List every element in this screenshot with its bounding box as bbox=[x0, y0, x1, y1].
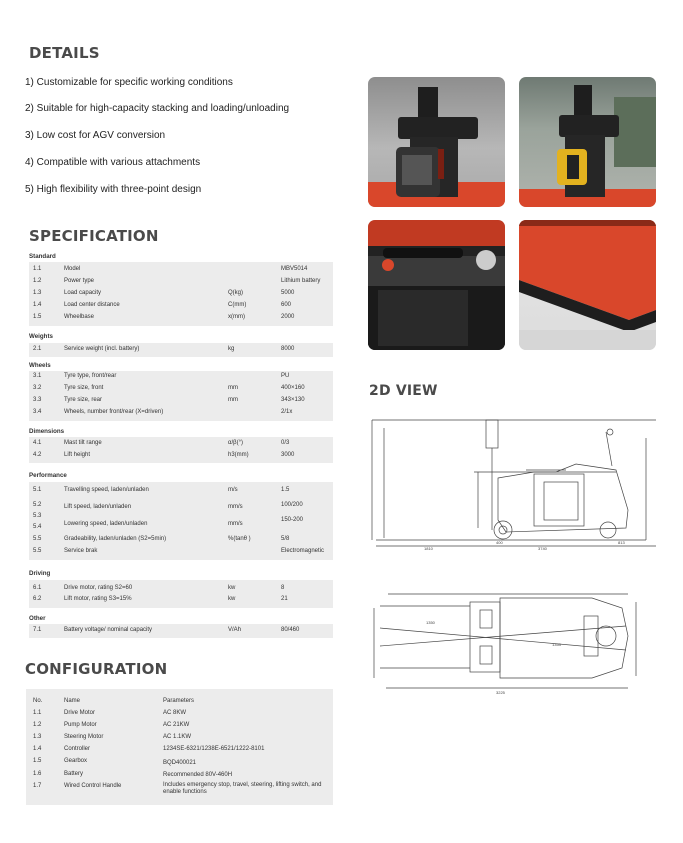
table-row: 4.2 Lift height h3(mm) 3000 bbox=[33, 452, 295, 458]
table-row: 7.1 Battery voltage/ nominal capacity V/Ah 80/460 bbox=[33, 627, 300, 633]
product-photo-chassis bbox=[519, 220, 656, 350]
spec-group-label: Dimensions bbox=[29, 428, 65, 435]
svg-text:3740: 3740 bbox=[538, 546, 547, 551]
table-row: 4.1 Mast tilt range α/β(°) 0/3 bbox=[33, 440, 290, 446]
table-row: 1.2 Power type Lithium battery bbox=[33, 278, 321, 284]
detail-item: 4) Compatible with various attachments bbox=[25, 157, 201, 168]
detail-item: 2) Suitable for high-capacity stacking and loading/unloading bbox=[25, 103, 290, 114]
product-photo-handle bbox=[519, 77, 656, 207]
detail-item: 3) Low cost for AGV conversion bbox=[25, 130, 166, 141]
side-view-drawing bbox=[366, 410, 666, 558]
spec-group-performance bbox=[29, 482, 333, 560]
specification-title: SPECIFICATION bbox=[29, 227, 159, 245]
svg-text:1350: 1350 bbox=[426, 620, 435, 625]
spec-group-label: Performance bbox=[29, 472, 67, 479]
table-row: 3.4 Wheels, number front/rear (X=driven) 2/1x bbox=[33, 409, 293, 415]
top-view-drawing bbox=[366, 588, 666, 700]
table-row: 5.2 Lift speed, laden/unladen mm/s 100/200 bbox=[33, 502, 303, 510]
table-row: 3.3 Tyre size, rear mm 343×130 bbox=[33, 397, 305, 403]
spec-group-label: Wheels bbox=[29, 362, 51, 369]
detail-item: 1) Customizable for specific working conditions bbox=[25, 77, 233, 88]
table-row: 5.3 bbox=[33, 513, 42, 519]
table-row: 5.5 Gradeability, laden/unladen (S2=5min) %(tanθ ) 5/8 bbox=[33, 536, 290, 542]
product-photo-control-panel bbox=[368, 77, 505, 207]
table-row: 6.2 Lift motor, rating S3=15% kw 21 bbox=[33, 596, 288, 602]
spec-group-driving bbox=[29, 580, 333, 608]
table-row: 5.1 Travelling speed, laden/unladen m/s 1.5 bbox=[33, 487, 290, 493]
spec-group-dimensions bbox=[29, 437, 333, 463]
spec-group-label: Other bbox=[29, 615, 46, 622]
spec-group-other bbox=[29, 624, 333, 638]
table-row: 1.4 Load center distance C(mm) 600 bbox=[33, 302, 292, 308]
spec-group-label: Standard bbox=[29, 253, 56, 260]
table-row: 6.1 Drive motor, rating S2=60 kw 8 bbox=[33, 585, 285, 591]
spec-group-label: Weights bbox=[29, 333, 53, 340]
svg-text:813: 813 bbox=[618, 540, 625, 545]
svg-text:1810: 1810 bbox=[424, 546, 433, 551]
table-row: 3.1 Tyre type, front/rear PU bbox=[33, 373, 290, 379]
table-row: 5.4 Lowering speed, laden/unladen mm/s 150-200 bbox=[33, 517, 304, 530]
table-row: 2.1 Service weight (incl. battery) kg 8000 bbox=[33, 346, 295, 352]
table-row: 1.5 Wheelbase x(mm) 2000 bbox=[33, 314, 295, 320]
details-title: DETAILS bbox=[29, 44, 100, 62]
svg-text:3225: 3225 bbox=[496, 690, 505, 695]
svg-text:1353: 1353 bbox=[552, 642, 561, 647]
configuration-title: CONFIGURATION bbox=[25, 660, 168, 678]
table-row: 1.1 Model MBV5014 bbox=[33, 266, 308, 272]
table-row: 1.3 Load capacity Q(kg) 5000 bbox=[33, 290, 295, 296]
view-title: 2D VIEW bbox=[369, 383, 438, 399]
spec-group-label: Driving bbox=[29, 570, 51, 577]
svg-text:400: 400 bbox=[496, 540, 503, 545]
detail-item: 5) High flexibility with three-point design bbox=[25, 184, 202, 195]
product-photo-hydraulics bbox=[368, 220, 505, 350]
spec-group-wheels bbox=[29, 371, 333, 421]
spec-group-weights bbox=[29, 343, 333, 357]
configuration-table: No. Name Parameters 1.1 Drive Motor AC 8KW 1.2 Pump Motor AC 21KW 1.3 Steering Motor AC 1.1KW 1.4 Controller 1234SE-6321/1238E-6521/1222-8101 1.5 Gearbox BQD400021 1.6 Battery Recommended 80V-460H 1.7 Wired Control Handle Includes emergency stop, travel, steering, lifting switch, and enable functions bbox=[26, 689, 333, 805]
table-row: 5.5 Service brak Electromagnetic bbox=[33, 548, 325, 554]
table-row: 3.2 Tyre size, front mm 400×160 bbox=[33, 385, 305, 391]
spec-group-standard bbox=[29, 262, 333, 326]
